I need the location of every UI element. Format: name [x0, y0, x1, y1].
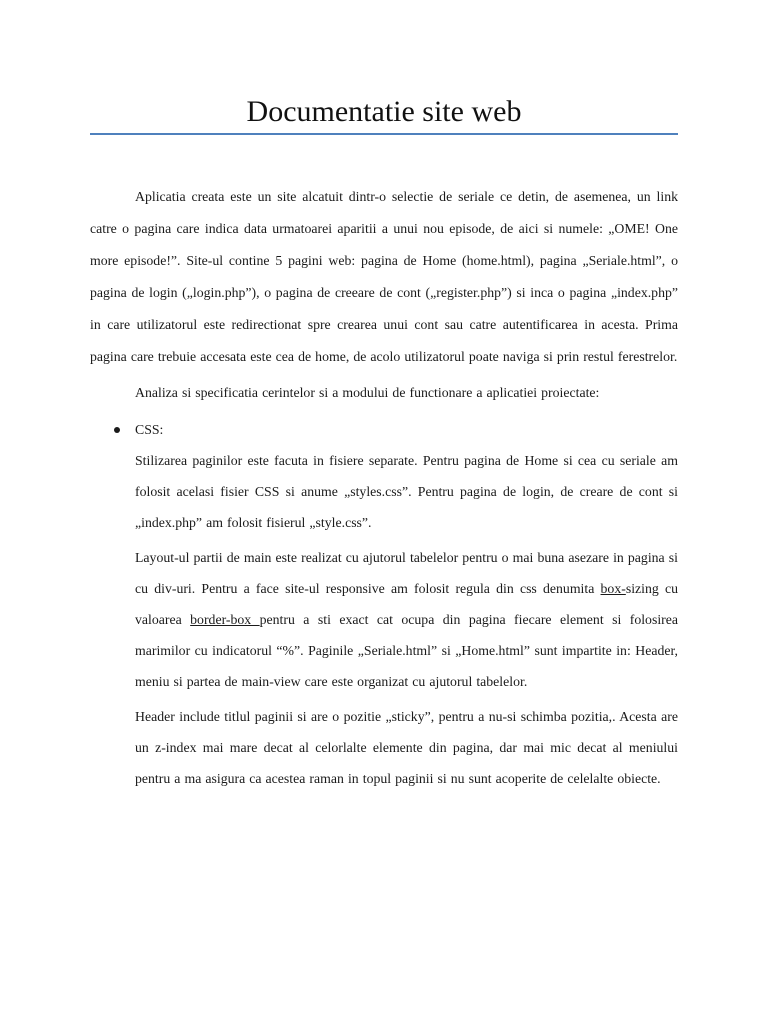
layout-text-part1: Layout-ul partii de main este realizat cu ajutorul tabelelor pentru o mai buna asezare in pagina si cu div-uri. Pentru a face site-ul responsive am folosit regula din css denumita [135, 550, 678, 596]
css-paragraph-layout [135, 542, 678, 697]
bullet-item-css [135, 415, 678, 445]
layout-text-part2: sizing cu valoarea [135, 581, 678, 627]
document-body [90, 181, 678, 794]
css-paragraph-header: Header include titlul paginii si are o pozitie „sticky”, pentru a nu-si schimba pozitia,. Acesta are un z-index mai mare decat al celorlalte elemente din pagina, dar mai mic decat al meniului pentru a ma asigura ca acestea raman in topul paginii si nu sunt acoperite de celelalte obiecte. [135, 709, 678, 786]
layout-text-part3: pentru a sti exact cat ocupa din pagina fiecare element si folosirea marimilor cu indicatorul “%”. Paginile „Seriale.html” si „Home.html” sunt impartite in: Header, meniu si partea de main-view care este organizat cu ajutorul tabelelor. [135, 612, 678, 689]
underlined-box-term: box- [600, 581, 626, 596]
bullet-label: CSS: [135, 422, 164, 437]
bullet-dot-icon [114, 427, 120, 433]
underlined-border-box-term: border-box [190, 612, 260, 627]
intro-paragraph: Aplicatia creata este un site alcatuit dintr-o selectie de seriale ce detin, de asemenea, un link catre o pagina care indica data urmatoarei aparitii a unui nou episode, de aici si numele: „OME! One more episode!”. Site-ul contine 5 pagini web: pagina de Home (home.html), pagina „Seriale.html”, o pagina de login („login.php”), o pagina de creeare de cont („register.php”) si inca o pagina „index.php” in care utilizatorul este redirectionat spre crearea unui cont sau catre autentificarea in acesta. Prima pagina care trebuie accesata este cea de home, de acolo utilizatorul poate naviga si prin restul ferestrelor. [90, 189, 678, 364]
title-underline-rule [90, 133, 678, 135]
css-paragraph-styling: Stilizarea paginilor este facuta in fisiere separate. Pentru pagina de Home si cea cu seriale am folosit acelasi fisier CSS si anume „styles.css”. Pentru pagina de login, de creare de cont si „index.php” am folosit fisierul „style.css”. [135, 453, 678, 530]
document-title: Documentatie site web [246, 95, 522, 128]
analysis-paragraph: Analiza si specificatia cerintelor si a modului de functionare a aplicatiei proiectate: [135, 385, 600, 400]
